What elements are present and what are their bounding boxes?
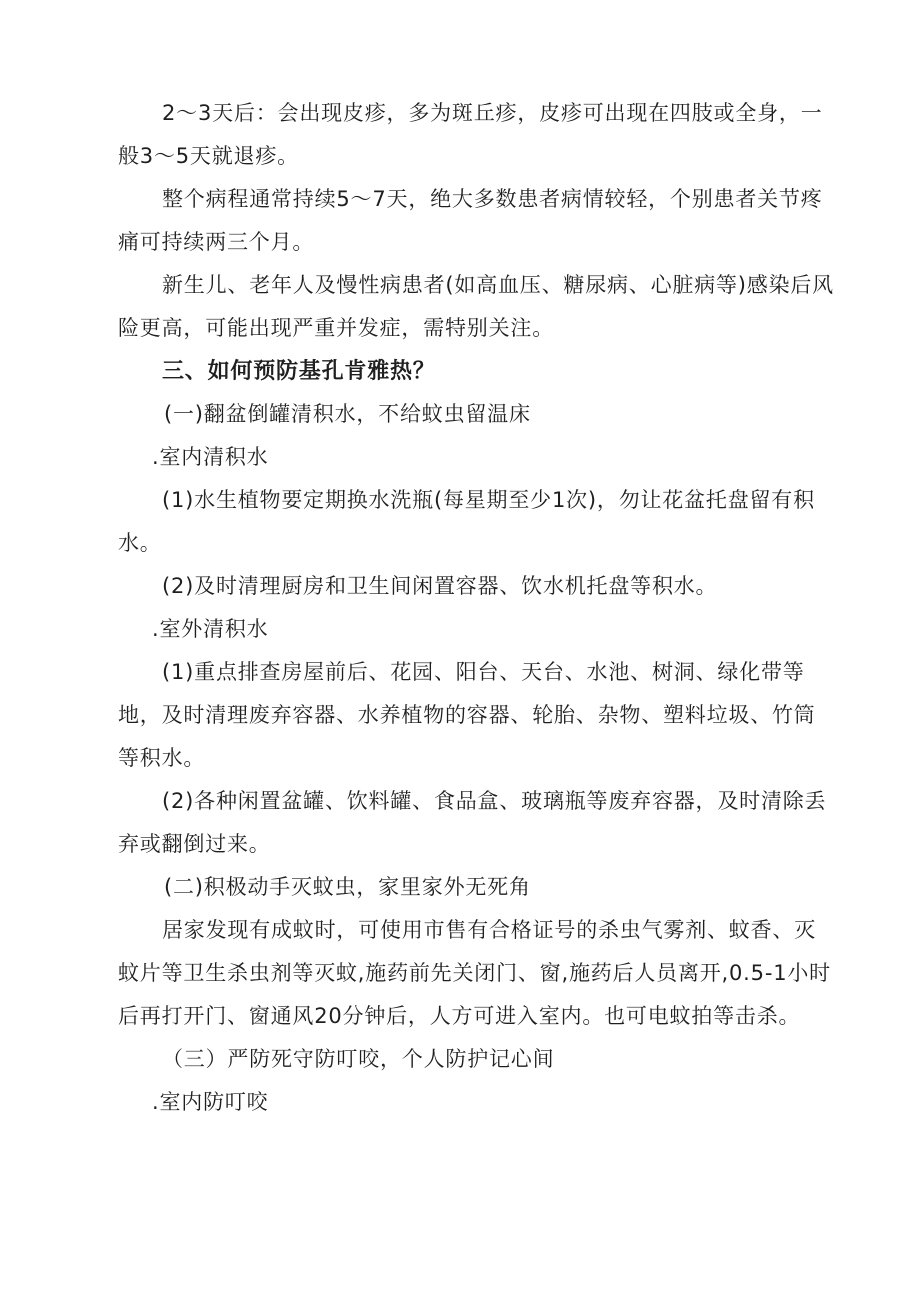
label-indoor-water: .室内清积水 [152,445,269,469]
paragraph-rash: 2～3天后：会出现皮疹，多为斑丘疹，皮疹可出现在四肢或全身，一般3～5天就退疹。 [118,101,823,168]
paragraph-indoor-1: (1)水生植物要定期换水洗瓶(每星期至少1次)，勿让花盆托盘留有积水。 [118,488,815,555]
paragraph-indoor-2: (2)及时清理厨房和卫生间闲置容器、饮水机托盘等积水。 [162,574,718,598]
section-heading-prevention: 三、如何预防基孔肯雅热？ [162,359,436,384]
label-indoor-bites: .室内防叮咬 [152,1090,269,1114]
subheading-clear-water: (一)翻盆倒罐清积水，不给蚊虫留温床 [164,402,531,426]
subheading-kill-mosquitoes: (二)积极动手灭蚊虫，家里家外无死角 [164,875,531,899]
label-outdoor-water: .室外清积水 [152,617,269,641]
paragraph-kill-method: 居家发现有成蚊时，可使用市售有合格证号的杀虫气雾剂、蚊香、灭蚊片等卫生杀虫剂等灭蚊,施药前先关闭门、窗,施药后人员离开,0.5-1小时后再打开门、窗通风20分钟后，人方可进入室内。也可电蚊拍等击杀。 [118,918,831,1028]
subheading-prevent-bites: （三）严防死守防叮咬，个人防护记心间 [162,1047,555,1071]
paragraph-risk-groups: 新生儿、老年人及慢性病患者(如高血压、糖尿病、心脏病等)感染后风险更高，可能出现严重并发症，需特别关注。 [118,273,834,340]
document-body [118,92,836,1124]
paragraph-outdoor-2: (2)各种闲置盆罐、饮料罐、食品盒、玻璃瓶等废弃容器，及时清除丢弃或翻倒过来。 [118,789,827,856]
paragraph-outdoor-1: (1)重点排查房屋前后、花园、阳台、天台、水池、树洞、绿化带等地，及时清理废弃容器、水养植物的容器、轮胎、杂物、塑料垃圾、竹筒等积水。 [118,660,816,770]
paragraph-course: 整个病程通常持续5～7天，绝大多数患者病情较轻，个别患者关节疼痛可持续两三个月。 [118,187,823,254]
